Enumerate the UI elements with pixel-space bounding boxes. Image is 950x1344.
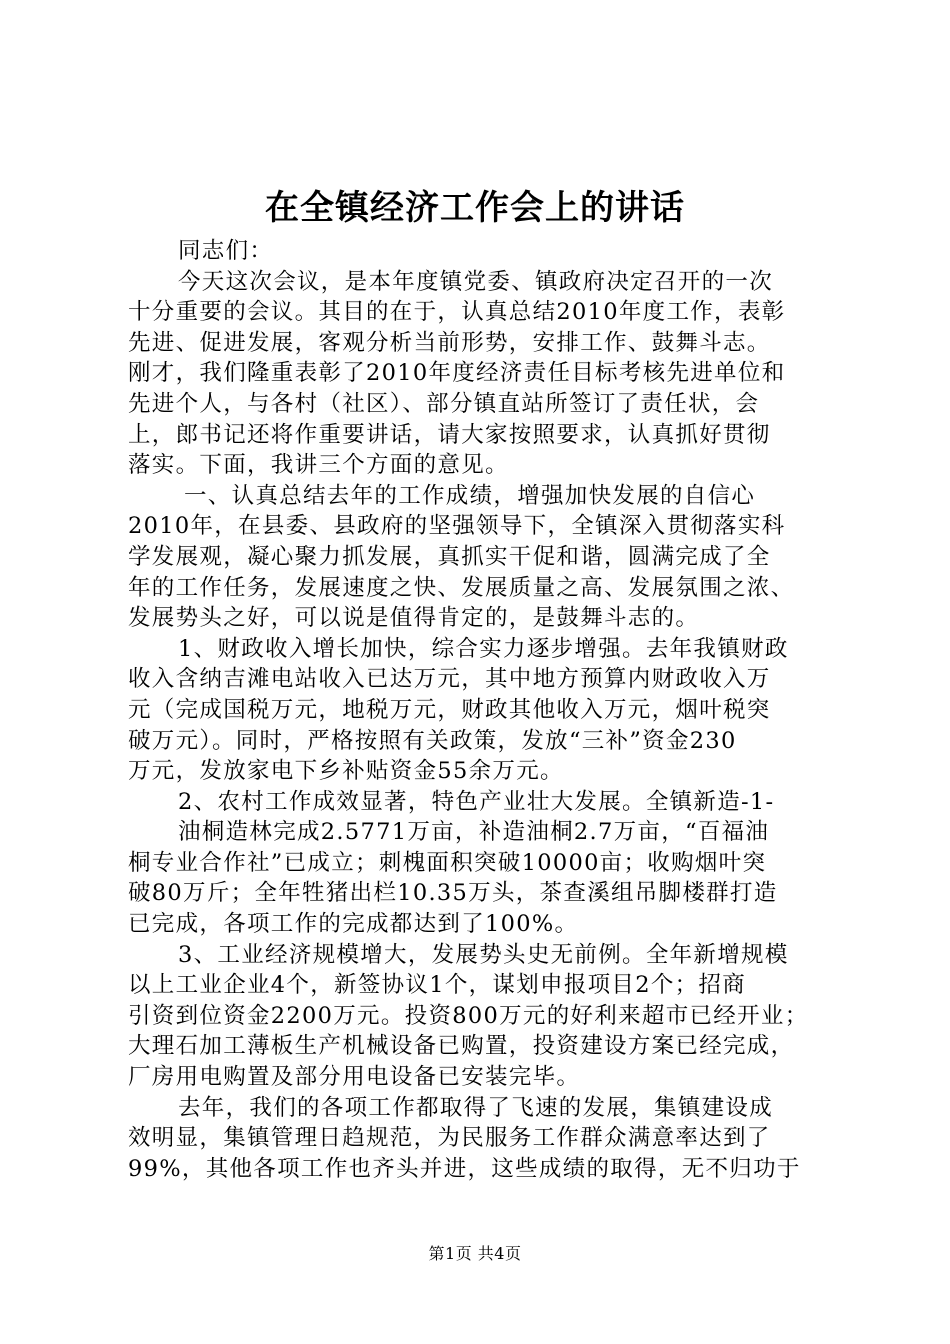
text-line: 1、财政收入增长加快，综合实力逐步增强。去年我镇财政 [178, 635, 789, 662]
text-line: 先进、促进发展，客观分析当前形势，安排工作、鼓舞斗志。 [128, 329, 771, 356]
text-line: 同志们： [178, 238, 274, 264]
section-heading: 一、认真总结去年的工作成绩，增强加快发展的自信心 [184, 482, 756, 509]
text-line: 以上工业企业4个，新签协议1个，谋划申报项目2个；招商 [128, 972, 747, 999]
text-line: 99%，其他各项工作也齐头并进，这些成绩的取得，无不归功于 [128, 1155, 801, 1182]
text-line: 收入含纳吉滩电站收入已达万元，其中地方预算内财政收入万 [128, 666, 771, 693]
text-line: 油桐造林完成2.5771万亩，补造油桐2.7万亩，“百福油 [178, 819, 770, 846]
text-line: 2010年，在县委、县政府的坚强领导下，全镇深入贯彻落实科 [128, 513, 786, 540]
text-line: 万元，发放家电下乡补贴资金55余万元。 [128, 758, 564, 785]
text-line: 厂房用电购置及部分用电设备已安装完毕。 [128, 1064, 581, 1091]
text-line: 破万元）。同时，严格按照有关政策，发放“三补”资金230 [128, 727, 737, 754]
text-line: 上，郎书记还将作重要讲话，请大家按照要求，认真抓好贯彻 [128, 421, 771, 448]
text-line: 破80万斤；全年牲猪出栏10.35万头，茶查溪组吊脚楼群打造 [128, 880, 778, 907]
text-line: 引资到位资金2200万元。投资800万元的好利来超市已经开业； [128, 1002, 809, 1029]
text-line: 年的工作任务，发展速度之快、发展质量之高、发展氛围之浓、 [128, 574, 795, 601]
text-line: 效明显，集镇管理日趋规范，为民服务工作群众满意率达到了 [128, 1125, 771, 1152]
text-line: 今天这次会议，是本年度镇党委、镇政府决定召开的一次 [178, 268, 774, 295]
text-line: 学发展观，凝心聚力抓发展，真抓实干促和谐，圆满完成了全 [128, 543, 771, 570]
text-line: 3、工业经济规模增大，发展势头史无前例。全年新增规模 [178, 941, 789, 968]
document-title: 在全镇经济工作会上的讲话 [265, 188, 685, 228]
text-line: 2、农村工作成效显著，特色产业壮大发展。全镇新造-1- [178, 788, 775, 815]
text-line: 发展势头之好，可以说是值得肯定的，是鼓舞斗志的。 [128, 605, 700, 632]
text-line: 元（完成国税万元，地税万元，财政其他收入万元，烟叶税突 [128, 696, 771, 723]
text-line: 落实。下面，我讲三个方面的意见。 [128, 452, 509, 479]
text-line: 刚才，我们隆重表彰了2010年度经济责任目标考核先进单位和 [128, 360, 786, 387]
text-line: 去年，我们的各项工作都取得了飞速的发展，集镇建设成 [178, 1094, 774, 1121]
page-footer: 第1页 共4页 [428, 1244, 522, 1263]
text-line: 大理石加工薄板生产机械设备已购置，投资建设方案已经完成， [128, 1033, 795, 1060]
text-line: 先进个人，与各村（社区）、部分镇直站所签订了责任状，会 [128, 390, 760, 417]
document-body [128, 236, 836, 1184]
text-line: 桐专业合作社”已成立；刺槐面积突破10000亩；收购烟叶突 [128, 849, 767, 876]
text-line: 已完成，各项工作的完成都达到了100%。 [128, 911, 579, 938]
text-line: 十分重要的会议。其目的在于，认真总结2010年度工作，表彰 [128, 299, 786, 326]
